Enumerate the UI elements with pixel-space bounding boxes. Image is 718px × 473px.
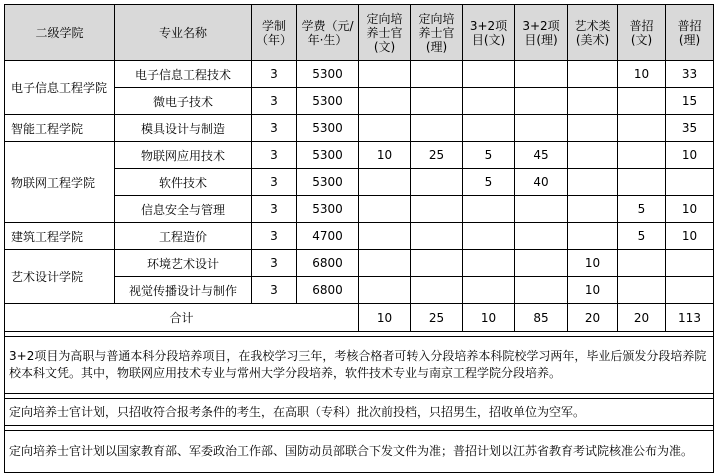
fee-cell: 5300	[297, 61, 359, 88]
dx-li-cell	[411, 277, 463, 304]
header-years: 学制（年）	[252, 5, 297, 61]
pz-li-cell: 35	[666, 115, 714, 142]
total-p32-li: 85	[515, 304, 568, 332]
note-basis: 定向培养士官计划以国家教育部、军委政治工作部、国防动员部联合下发文件为准；普招计划以江苏省教育考试院核准公布为准。	[5, 431, 714, 473]
header-p32-wen: 3+2项目(文)	[463, 5, 515, 61]
dx-li-cell	[411, 250, 463, 277]
pz-li-cell: 10	[666, 142, 714, 169]
p32-li-cell	[515, 223, 568, 250]
dx-li-cell: 25	[411, 142, 463, 169]
table-row	[5, 250, 714, 277]
total-pz-li: 113	[666, 304, 714, 332]
header-dx-wen: 定向培养士官(文)	[359, 5, 411, 61]
pz-li-cell	[666, 169, 714, 196]
p32-li-cell	[515, 115, 568, 142]
fee-cell: 6800	[297, 277, 359, 304]
note-row	[5, 399, 714, 426]
years-cell: 3	[252, 142, 297, 169]
years-cell: 3	[252, 61, 297, 88]
art-cell	[568, 115, 618, 142]
header-pz-li: 普招(理)	[666, 5, 714, 61]
pz-wen-cell	[618, 277, 666, 304]
years-cell: 3	[252, 169, 297, 196]
total-dx-li: 25	[411, 304, 463, 332]
years-cell: 3	[252, 277, 297, 304]
p32-wen-cell	[463, 196, 515, 223]
fee-cell: 6800	[297, 250, 359, 277]
major-cell: 视觉传播设计与制作	[115, 277, 252, 304]
pz-li-cell	[666, 277, 714, 304]
major-cell: 物联网应用技术	[115, 142, 252, 169]
fee-cell: 5300	[297, 88, 359, 115]
fee-cell: 5300	[297, 169, 359, 196]
dx-wen-cell	[359, 196, 411, 223]
total-art: 20	[568, 304, 618, 332]
note-row	[5, 337, 714, 394]
years-cell: 3	[252, 250, 297, 277]
dx-li-cell	[411, 169, 463, 196]
note-dingxiang: 定向培养士官计划，只招收符合报考条件的考生，在高职（专科）批次前投档，只招男生，招收单位为空军。	[5, 399, 714, 426]
art-cell	[568, 169, 618, 196]
note-row	[5, 431, 714, 473]
header-dx-li: 定向培养士官(理)	[411, 5, 463, 61]
pz-li-cell: 15	[666, 88, 714, 115]
admissions-table	[4, 4, 714, 473]
dx-wen-cell	[359, 169, 411, 196]
p32-li-cell	[515, 277, 568, 304]
art-cell: 10	[568, 250, 618, 277]
header-college: 二级学院	[5, 5, 115, 61]
total-row	[5, 304, 714, 332]
p32-wen-cell	[463, 115, 515, 142]
note-3plus2: 3+2项目为高职与普通本科分段培养项目，在我校学习三年，考核合格者可转入分段培养本科院校学习两年，毕业后颁发分段培养院校本科文凭。其中，物联网应用技术专业与常州大学分段培养，软件技术专业与南京工程学院分段培养。	[5, 337, 714, 394]
table-row	[5, 142, 714, 169]
admissions-plan	[4, 4, 713, 473]
art-cell	[568, 88, 618, 115]
pz-wen-cell: 5	[618, 196, 666, 223]
fee-cell: 5300	[297, 196, 359, 223]
major-cell: 环境艺术设计	[115, 250, 252, 277]
p32-wen-cell	[463, 223, 515, 250]
dx-wen-cell: 10	[359, 142, 411, 169]
dx-wen-cell	[359, 223, 411, 250]
p32-li-cell: 45	[515, 142, 568, 169]
dx-wen-cell	[359, 88, 411, 115]
pz-wen-cell: 5	[618, 223, 666, 250]
fee-cell: 5300	[297, 142, 359, 169]
college-cell: 建筑工程学院	[5, 223, 115, 250]
total-label: 合计	[5, 304, 359, 332]
header-fee: 学费（元/年·生）	[297, 5, 359, 61]
pz-wen-cell: 10	[618, 61, 666, 88]
p32-li-cell	[515, 88, 568, 115]
college-cell: 艺术设计学院	[5, 250, 115, 304]
college-cell: 智能工程学院	[5, 115, 115, 142]
header-art: 艺术类(美术)	[568, 5, 618, 61]
p32-li-cell	[515, 196, 568, 223]
art-cell	[568, 223, 618, 250]
header-p32-li: 3+2项目(理)	[515, 5, 568, 61]
pz-wen-cell	[618, 250, 666, 277]
p32-li-cell	[515, 61, 568, 88]
header-major: 专业名称	[115, 5, 252, 61]
p32-wen-cell	[463, 277, 515, 304]
art-cell: 10	[568, 277, 618, 304]
pz-wen-cell	[618, 88, 666, 115]
dx-li-cell	[411, 61, 463, 88]
p32-wen-cell	[463, 61, 515, 88]
dx-li-cell	[411, 223, 463, 250]
fee-cell: 4700	[297, 223, 359, 250]
total-dx-wen: 10	[359, 304, 411, 332]
dx-li-cell	[411, 88, 463, 115]
years-cell: 3	[252, 223, 297, 250]
p32-wen-cell	[463, 88, 515, 115]
total-p32-wen: 10	[463, 304, 515, 332]
dx-li-cell	[411, 115, 463, 142]
years-cell: 3	[252, 115, 297, 142]
table-row	[5, 223, 714, 250]
major-cell: 电子信息工程技术	[115, 61, 252, 88]
pz-li-cell: 33	[666, 61, 714, 88]
pz-wen-cell	[618, 115, 666, 142]
art-cell	[568, 142, 618, 169]
pz-wen-cell	[618, 142, 666, 169]
college-cell: 电子信息工程学院	[5, 61, 115, 115]
p32-wen-cell: 5	[463, 142, 515, 169]
major-cell: 工程造价	[115, 223, 252, 250]
major-cell: 微电子技术	[115, 88, 252, 115]
p32-li-cell	[515, 250, 568, 277]
college-cell: 物联网工程学院	[5, 142, 115, 223]
table-row	[5, 115, 714, 142]
fee-cell: 5300	[297, 115, 359, 142]
total-pz-wen: 20	[618, 304, 666, 332]
p32-wen-cell: 5	[463, 169, 515, 196]
header-pz-wen: 普招(文)	[618, 5, 666, 61]
years-cell: 3	[252, 196, 297, 223]
p32-li-cell: 40	[515, 169, 568, 196]
art-cell	[568, 61, 618, 88]
header-row	[5, 5, 714, 61]
dx-wen-cell	[359, 115, 411, 142]
major-cell: 模具设计与制造	[115, 115, 252, 142]
dx-li-cell	[411, 196, 463, 223]
pz-li-cell: 10	[666, 223, 714, 250]
major-cell: 信息安全与管理	[115, 196, 252, 223]
pz-li-cell	[666, 250, 714, 277]
art-cell	[568, 196, 618, 223]
table-row	[5, 61, 714, 88]
dx-wen-cell	[359, 61, 411, 88]
years-cell: 3	[252, 88, 297, 115]
pz-li-cell: 10	[666, 196, 714, 223]
dx-wen-cell	[359, 250, 411, 277]
dx-wen-cell	[359, 277, 411, 304]
pz-wen-cell	[618, 169, 666, 196]
major-cell: 软件技术	[115, 169, 252, 196]
p32-wen-cell	[463, 250, 515, 277]
